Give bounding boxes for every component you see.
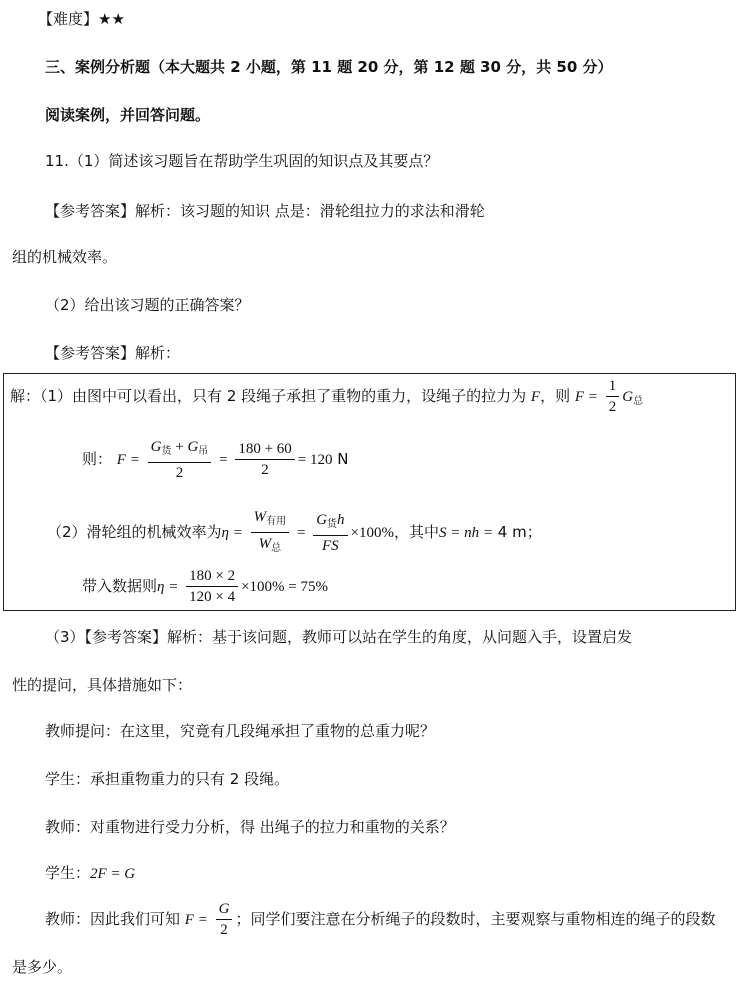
student-answer-2-label: 学生： (45, 864, 91, 882)
solution-line3-prefix: （2）滑轮组的机械效率为 (47, 523, 222, 541)
solution-line1-then: ，则 (540, 387, 571, 405)
answer2-label: 【参考答案】解析： (45, 344, 181, 362)
answer1-line2: 组的机械效率。 (12, 248, 118, 266)
solution-line3-eq: = (296, 525, 306, 541)
difficulty-line (38, 8, 125, 30)
solution-line1-F: F (530, 389, 541, 405)
solution-line3-Sval: 4 m； (493, 523, 542, 541)
fraction-numbers: $\frac{180 + 60}{2}$ (235, 439, 294, 480)
teacher-statement-3-F: F = (184, 912, 208, 928)
solution-line2 (82, 436, 349, 483)
solution-line3 (47, 506, 542, 559)
fraction-efficiency: $\frac{180 \times 2}{120 \times 4}$ (186, 566, 238, 607)
solution-line2-unit: N (332, 450, 349, 468)
fraction-one-half: $\frac{1}{2}$ (606, 376, 620, 417)
teacher-question-1: 教师提问：在这里，究竟有几段绳承担了重物的总重力呢？ (45, 722, 436, 740)
answer1-line1: 【参考答案】解析：该习题的知识 点是：滑轮组拉力的求法和滑轮 (45, 202, 485, 220)
part3-line1: （3）【参考答案】解析：基于该问题，教师可以站在学生的角度，从问题入手，设置启发 (45, 628, 633, 646)
teacher-statement-3-suffix: ；同学们要注意在分析绳子的段数时，主要观察与重物相连的绳子的段数 (235, 910, 716, 928)
solution-line3-where: ，其中 (394, 523, 440, 541)
solution-line3-eta: η = (221, 525, 243, 541)
part3-line2: 性的提问，具体措施如下： (12, 676, 193, 694)
solution-line4-result: ×100% = 75% (241, 579, 329, 595)
question-11-part1: 11.（1）简述该习题旨在帮助学生巩固的知识点及其要点？ (45, 152, 439, 170)
student-answer-1: 学生：承担重物重力的只有 2 段绳。 (45, 770, 290, 788)
difficulty-label: 【难度】 (38, 10, 99, 28)
question-11-part2: （2）给出该习题的正确答案？ (45, 296, 250, 314)
solution-line1-text: 解：（1）由图中可以看出，只有 2 段绳子承担了重物的重力，设绳子的拉力为 (10, 387, 527, 405)
solution-line2-prefix: 则： (82, 450, 113, 468)
solution-line4 (82, 564, 328, 609)
solution-line1 (10, 376, 643, 422)
solution-line2-F: F = (116, 452, 140, 468)
difficulty-stars: ★★ (98, 10, 125, 28)
student-answer-2 (45, 862, 135, 885)
teacher-statement-3 (45, 896, 715, 943)
instruction: 阅读案例，并回答问题。 (45, 106, 211, 124)
solution-line1-eqF: F = (574, 389, 598, 405)
fraction-gh-fs: $\frac{G_货h}{FS}$ (313, 509, 347, 556)
solution-line3-S: S = nh = (439, 525, 494, 541)
solution-line1-G: G (622, 389, 634, 405)
teacher-statement-3-line2: 是多少。 (12, 958, 73, 976)
section-heading: 三、案例分析题（本大题共 2 小题，第 11 题 20 分，第 12 题 30 分，共 50 分） (45, 58, 613, 76)
fraction-weights: $\frac{G_货 + G_吊}{2}$ (148, 436, 212, 483)
fraction-work: $\frac{W_{有用}}{W_总}$ (251, 506, 290, 559)
solution-line3-times: ×100% (350, 525, 394, 541)
teacher-question-2: 教师：对重物进行受力分析，得 出绳子的拉力和重物的关系？ (45, 818, 455, 836)
fraction-g-over-2: $\frac{G}{2}$ (216, 899, 233, 940)
student-answer-2-eq: 2F = G (90, 866, 136, 882)
solution-line1-Gsub: 总 (633, 396, 644, 407)
solution-line2-result: = 120 (297, 452, 333, 468)
solution-line4-prefix: 带入数据则 (82, 577, 158, 595)
teacher-statement-3-prefix: 教师：因此我们可知 (45, 910, 181, 928)
solution-line2-eq: = (219, 452, 228, 468)
solution-line4-eta: η = (157, 579, 179, 595)
